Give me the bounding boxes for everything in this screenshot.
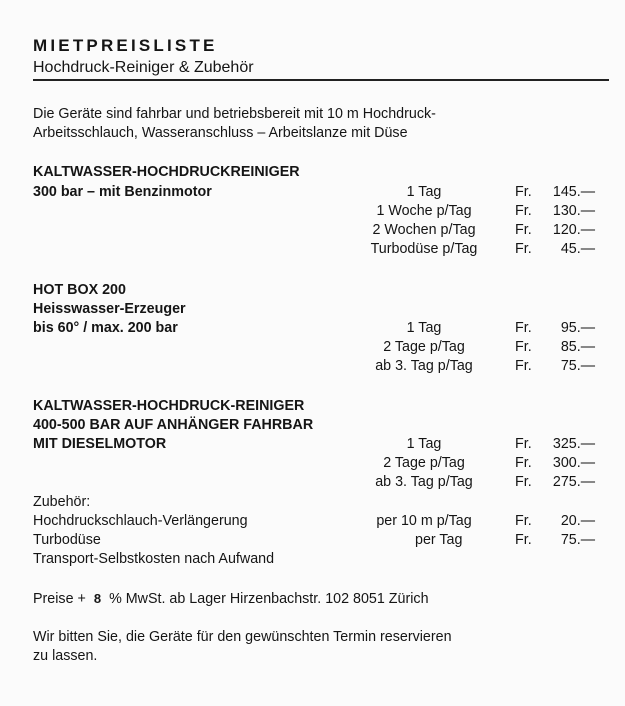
section3-row-currency: Fr. bbox=[515, 474, 532, 490]
accessory-currency: Fr. bbox=[515, 513, 532, 529]
section3-heading: KALTWASSER-HOCHDRUCK-REINIGER bbox=[33, 398, 305, 414]
section3-engine: MIT DIESELMOTOR bbox=[33, 436, 167, 452]
section3-row-amount: 325.— bbox=[552, 436, 595, 452]
vat-suffix: % MwSt. ab Lager Hirzenbachstr. 102 8051 Zürich bbox=[109, 591, 429, 607]
section1-row-currency: Fr. bbox=[515, 241, 532, 257]
section2-row-period: 1 Tag bbox=[406, 320, 442, 336]
section1-row-amount: 130.— bbox=[552, 203, 595, 219]
section2-row-period: 2 Tage p/Tag bbox=[383, 339, 465, 355]
section1-row-amount: 120.— bbox=[552, 222, 595, 238]
section1-row-period: 1 Woche p/Tag bbox=[376, 203, 472, 219]
intro-line-1: Die Geräte sind fahrbar und betriebsbereit mit 10 m Hochdruck- bbox=[33, 106, 436, 122]
section1-heading: KALTWASSER-HOCHDRUCKREINIGER bbox=[33, 164, 300, 180]
section2-row-currency: Fr. bbox=[515, 320, 532, 336]
intro-line-2: Arbeitsschlauch, Wasseranschluss – Arbeitslanze mit Düse bbox=[33, 125, 408, 141]
section1-subheading: 300 bar – mit Benzinmotor bbox=[33, 184, 212, 200]
accessory-label: Hochdruckschlauch-Verlängerung bbox=[33, 513, 248, 529]
reservation-note-line-1: Wir bitten Sie, die Geräte für den gewünschten Termin reservieren bbox=[33, 629, 452, 645]
section2-heading: HOT BOX 200 bbox=[33, 282, 126, 298]
section1-row-amount: 45.— bbox=[560, 241, 595, 257]
section1-row-period: 2 Wochen p/Tag bbox=[372, 222, 476, 238]
accessory-amount: 75.— bbox=[560, 532, 595, 548]
accessory-amount: 20.— bbox=[560, 513, 595, 529]
section1-row-amount: 145.— bbox=[552, 184, 595, 200]
section1-row-period: 1 Tag bbox=[406, 184, 442, 200]
section1-row-period: Turbodüse p/Tag bbox=[370, 241, 478, 257]
section2-row-amount: 75.— bbox=[560, 358, 595, 374]
section3-row-amount: 275.— bbox=[552, 474, 595, 490]
accessory-period: per Tag bbox=[415, 532, 463, 548]
accessory-transport: Transport-Selbstkosten nach Aufwand bbox=[33, 551, 275, 567]
accessory-currency: Fr. bbox=[515, 532, 532, 548]
section2-subheading: Heisswasser-Erzeuger bbox=[33, 301, 186, 317]
accessories-heading: Zubehör: bbox=[33, 494, 91, 510]
section2-row-period: ab 3. Tag p/Tag bbox=[375, 358, 473, 374]
section3-row-currency: Fr. bbox=[515, 436, 532, 452]
vat-note bbox=[33, 589, 429, 609]
section3-row-amount: 300.— bbox=[552, 455, 595, 471]
section2-spec: bis 60° / max. 200 bar bbox=[33, 320, 178, 336]
vat-rate: 8 bbox=[93, 591, 102, 606]
section2-row-currency: Fr. bbox=[515, 358, 532, 374]
section1-row-currency: Fr. bbox=[515, 184, 532, 200]
page-title: MIETPREISLISTE bbox=[33, 36, 218, 55]
section3-row-period: 1 Tag bbox=[406, 436, 442, 452]
page-subtitle: Hochdruck-Reiniger & Zubehör bbox=[33, 59, 254, 76]
section2-row-amount: 95.— bbox=[560, 320, 595, 336]
title-divider bbox=[33, 79, 609, 81]
section3-row-period: 2 Tage p/Tag bbox=[383, 455, 465, 471]
section2-row-currency: Fr. bbox=[515, 339, 532, 355]
accessory-period: per 10 m p/Tag bbox=[376, 513, 472, 529]
section3-row-period: ab 3. Tag p/Tag bbox=[375, 474, 473, 490]
section1-row-currency: Fr. bbox=[515, 203, 532, 219]
section1-row-currency: Fr. bbox=[515, 222, 532, 238]
section3-row-currency: Fr. bbox=[515, 455, 532, 471]
section3-subheading: 400-500 BAR AUF ANHÄNGER FAHRBAR bbox=[33, 417, 314, 433]
vat-prefix: Preise + bbox=[33, 591, 86, 607]
reservation-note-line-2: zu lassen. bbox=[33, 648, 98, 664]
accessory-label: Turbodüse bbox=[33, 532, 101, 548]
section2-row-amount: 85.— bbox=[560, 339, 595, 355]
